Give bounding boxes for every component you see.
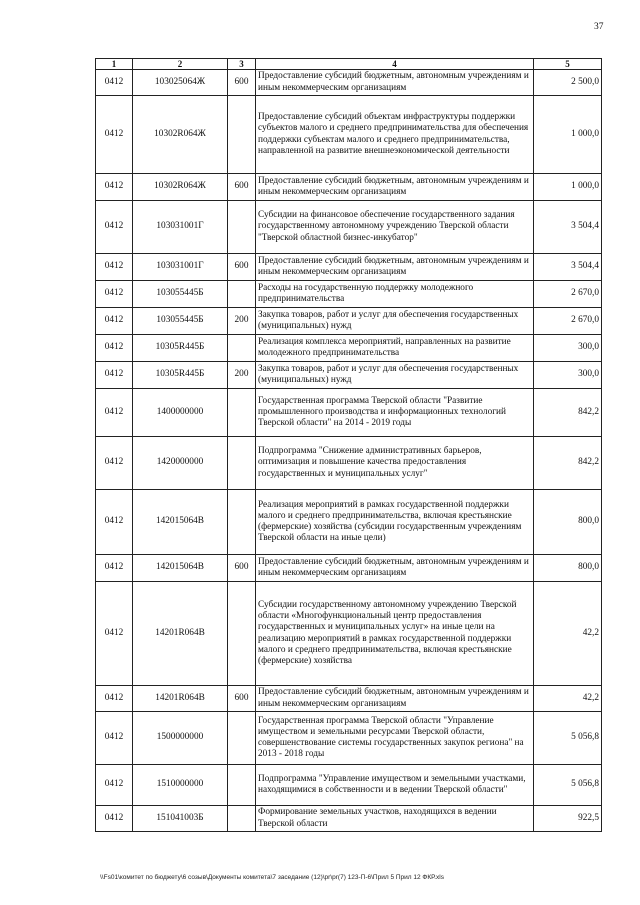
item-amount: 800,0	[534, 490, 602, 555]
table-row	[96, 335, 602, 362]
item-name: Закупка товаров, работ и услуг для обеспечения государственных (муниципальных) нужд	[256, 362, 534, 389]
section-code: 0412	[96, 806, 133, 832]
table-row	[96, 362, 602, 389]
section-code: 0412	[96, 686, 133, 712]
item-amount: 842,2	[534, 437, 602, 490]
item-amount: 300,0	[534, 362, 602, 389]
page-number: 37	[594, 22, 604, 32]
section-code: 0412	[96, 201, 133, 254]
item-amount: 800,0	[534, 555, 602, 582]
item-name: Реализация комплекса мероприятий, направленных на развитие молодежного предпринимательства	[256, 335, 534, 362]
item-amount: 300,0	[534, 335, 602, 362]
expense-type	[228, 765, 256, 806]
header-col-3: 3	[228, 59, 256, 70]
header-col-4: 4	[256, 59, 534, 70]
expense-type	[228, 437, 256, 490]
expense-type	[228, 806, 256, 832]
header-col-2: 2	[133, 59, 228, 70]
item-name: Предоставление субсидий объектам инфраструктуры поддержки субъектов малого и среднего предпринимательства для обеспечения поддержки субъектам малого и среднего предпринимательства, направленной на развитие внешнеэкономической деятельности	[256, 96, 534, 174]
section-code: 0412	[96, 70, 133, 96]
item-amount: 42,2	[534, 582, 602, 686]
table-row	[96, 582, 602, 686]
item-amount: 922,5	[534, 806, 602, 832]
header-col-1: 1	[96, 59, 133, 70]
table-row	[96, 437, 602, 490]
item-name: Государственная программа Тверской области "Развитие промышленного производства и информационных технологий Тверской области" на 2014 - 2019 годы	[256, 389, 534, 437]
expense-type: 200	[228, 308, 256, 335]
item-name: Субсидии государственному автономному учреждению Тверской области «Многофункциональный центр предоставления государственных и муниципальных услуг» на иные цели на реализацию мероприятий в рамках государственной поддержки малого и среднего предпринимательства, включая крестьянские (фермерские) хозяйства	[256, 582, 534, 686]
section-code: 0412	[96, 335, 133, 362]
table-row	[96, 174, 602, 201]
article-code: 103055445Б	[133, 308, 228, 335]
footer-file-path: \\Fs01\комитет по бюджету\6 созыв\Документы комитета\7 заседание (12)\pr\pr(7) 123-П-6\Прил 5 Прил 12 ФКР.xls	[100, 874, 445, 881]
section-code: 0412	[96, 254, 133, 281]
table-row	[96, 686, 602, 712]
item-amount: 842,2	[534, 389, 602, 437]
item-name: Предоставление субсидий бюджетным, автономным учреждениям и иным некоммерческим организациям	[256, 174, 534, 201]
table-row	[96, 254, 602, 281]
expense-type: 600	[228, 70, 256, 96]
expense-type	[228, 582, 256, 686]
table-row	[96, 201, 602, 254]
item-name: Предоставление субсидий бюджетным, автономным учреждениям и иным некоммерческим организациям	[256, 70, 534, 96]
article-code: 103025064Ж	[133, 70, 228, 96]
table-row	[96, 389, 602, 437]
item-name: Расходы на государственную поддержку молодежного предпринимательства	[256, 281, 534, 308]
item-amount: 1 000,0	[534, 174, 602, 201]
item-amount: 2 670,0	[534, 281, 602, 308]
article-code: 10302R064Ж	[133, 96, 228, 174]
section-code: 0412	[96, 490, 133, 555]
item-amount: 42,2	[534, 686, 602, 712]
budget-table	[95, 58, 602, 832]
section-code: 0412	[96, 281, 133, 308]
item-amount: 3 504,4	[534, 201, 602, 254]
section-code: 0412	[96, 308, 133, 335]
article-code: 1400000000	[133, 389, 228, 437]
item-name: Закупка товаров, работ и услуг для обеспечения государственных (муниципальных) нужд	[256, 308, 534, 335]
table-row	[96, 712, 602, 765]
item-name: Государственная программа Тверской области "Управление имуществом и земельными ресурсами Тверской области, совершенствование системы государственных закупок региона" на 2013 - 2018 годы	[256, 712, 534, 765]
item-name: Предоставление субсидий бюджетным, автономным учреждениям и иным некоммерческим организациям	[256, 686, 534, 712]
table-header-row	[96, 59, 602, 70]
expense-type	[228, 96, 256, 174]
section-code: 0412	[96, 437, 133, 490]
item-amount: 2 670,0	[534, 308, 602, 335]
table-row	[96, 308, 602, 335]
expense-type: 600	[228, 686, 256, 712]
article-code: 14201R064В	[133, 686, 228, 712]
expense-type: 600	[228, 555, 256, 582]
section-code: 0412	[96, 712, 133, 765]
article-code: 1500000000	[133, 712, 228, 765]
section-code: 0412	[96, 174, 133, 201]
item-amount: 2 500,0	[534, 70, 602, 96]
article-code: 103031001Г	[133, 254, 228, 281]
item-amount: 1 000,0	[534, 96, 602, 174]
article-code: 10305R445Б	[133, 335, 228, 362]
item-amount: 5 056,8	[534, 712, 602, 765]
item-amount: 3 504,4	[534, 254, 602, 281]
expense-type	[228, 712, 256, 765]
article-code: 142015064В	[133, 490, 228, 555]
expense-type: 600	[228, 254, 256, 281]
article-code: 10305R445Б	[133, 362, 228, 389]
article-code: 14201R064В	[133, 582, 228, 686]
expense-type: 600	[228, 174, 256, 201]
item-name: Формирование земельных участков, находящихся в ведении Тверской области	[256, 806, 534, 832]
article-code: 10302R064Ж	[133, 174, 228, 201]
expense-type	[228, 201, 256, 254]
article-code: 142015064В	[133, 555, 228, 582]
item-amount: 5 056,8	[534, 765, 602, 806]
item-name: Подпрограмма "Управление имуществом и земельными участками, находящимися в собственности и в ведении Тверской области"	[256, 765, 534, 806]
expense-type: 200	[228, 362, 256, 389]
section-code: 0412	[96, 582, 133, 686]
item-name: Предоставление субсидий бюджетным, автономным учреждениям и иным некоммерческим организациям	[256, 254, 534, 281]
table-row	[96, 555, 602, 582]
section-code: 0412	[96, 362, 133, 389]
expense-type	[228, 335, 256, 362]
table-row	[96, 490, 602, 555]
expense-type	[228, 281, 256, 308]
article-code: 103055445Б	[133, 281, 228, 308]
expense-type	[228, 490, 256, 555]
expense-type	[228, 389, 256, 437]
section-code: 0412	[96, 96, 133, 174]
table-row	[96, 70, 602, 96]
article-code: 103031001Г	[133, 201, 228, 254]
article-code: 1510000000	[133, 765, 228, 806]
table-row	[96, 806, 602, 832]
table-row	[96, 765, 602, 806]
section-code: 0412	[96, 555, 133, 582]
section-code: 0412	[96, 765, 133, 806]
item-name: Субсидии на финансовое обеспечение государственного задания государственному автономному учреждению Тверской области "Тверской областной бизнес-инкубатор"	[256, 201, 534, 254]
header-col-5: 5	[534, 59, 602, 70]
item-name: Реализация мероприятий в рамках государственной поддержки малого и среднего предпринимательства, включая крестьянские (фермерские) хозяйства (субсидии государственным учреждениям Тверской области на иные цели)	[256, 490, 534, 555]
table-row	[96, 96, 602, 174]
item-name: Предоставление субсидий бюджетным, автономным учреждениям и иным некоммерческим организациям	[256, 555, 534, 582]
section-code: 0412	[96, 389, 133, 437]
table-row	[96, 281, 602, 308]
item-name: Подпрограмма "Снижение административных барьеров, оптимизация и повышение качества предоставления государственных и муниципальных услуг"	[256, 437, 534, 490]
article-code: 1420000000	[133, 437, 228, 490]
article-code: 151041003Б	[133, 806, 228, 832]
